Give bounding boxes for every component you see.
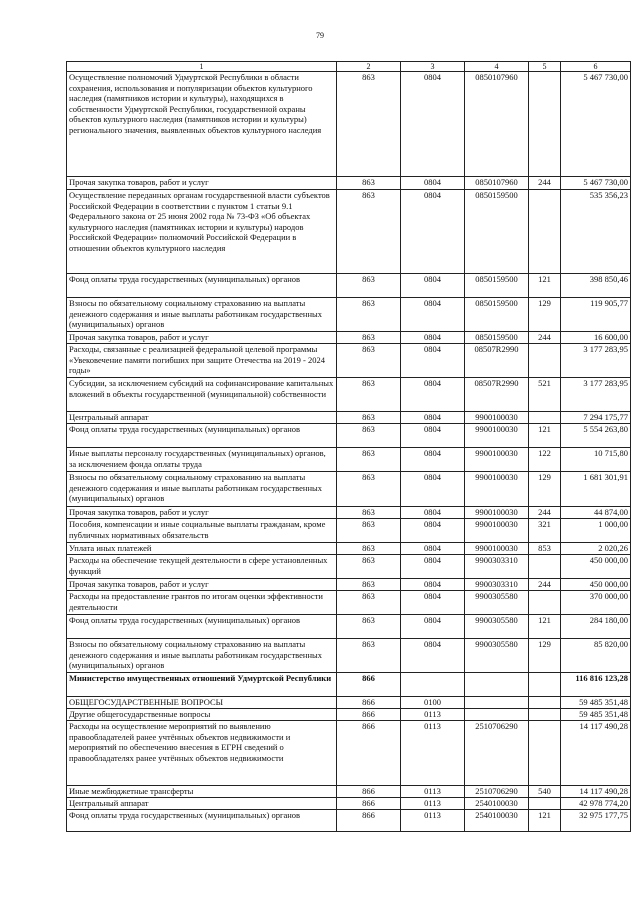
- row-sum-cell: 370 000,00: [561, 591, 631, 615]
- row-razdel-cell: 0804: [401, 472, 465, 507]
- row-sum-cell: 16 600,00: [561, 332, 631, 344]
- row-sum-cell: 1 000,00: [561, 519, 631, 543]
- row-vr-cell: [529, 412, 561, 424]
- table-row: [67, 709, 631, 721]
- row-vr-cell: 244: [529, 507, 561, 519]
- row-csr-cell: 9900100030: [465, 519, 529, 543]
- row-csr-cell: 2540100030: [465, 798, 529, 810]
- row-vr-cell: 540: [529, 786, 561, 798]
- row-csr-cell: 9900100030: [465, 472, 529, 507]
- row-csr-cell: 9900100030: [465, 448, 529, 472]
- row-razdel-cell: 0804: [401, 507, 465, 519]
- row-sum-cell: 44 874,00: [561, 507, 631, 519]
- row-razdel-cell: 0804: [401, 615, 465, 639]
- row-sum-cell: 116 816 123,28: [561, 673, 631, 697]
- row-name-cell: Расходы на обеспечение текущей деятельности в сфере установленных функций: [67, 555, 337, 579]
- table-row: [67, 555, 631, 579]
- row-vr-cell: 121: [529, 615, 561, 639]
- row-sum-cell: 10 715,80: [561, 448, 631, 472]
- row-name-cell: Расходы на предоставление грантов по итогам оценки эффективности деятельности: [67, 591, 337, 615]
- row-ved-cell: 863: [337, 591, 401, 615]
- row-vr-cell: 129: [529, 298, 561, 332]
- table-row: [67, 798, 631, 810]
- row-vr-cell: 121: [529, 274, 561, 298]
- table-row: [67, 424, 631, 448]
- row-sum-cell: 1 681 301,91: [561, 472, 631, 507]
- page-number: 79: [316, 31, 324, 40]
- row-ved-cell: 863: [337, 378, 401, 412]
- table-body: [67, 72, 631, 832]
- row-sum-cell: 59 485 351,48: [561, 709, 631, 721]
- row-razdel-cell: 0804: [401, 177, 465, 190]
- row-csr-cell: 2510706290: [465, 721, 529, 786]
- row-sum-cell: 7 294 175,77: [561, 412, 631, 424]
- row-csr-cell: 0850107960: [465, 177, 529, 190]
- row-ved-cell: 863: [337, 274, 401, 298]
- row-ved-cell: 863: [337, 448, 401, 472]
- row-razdel-cell: 0804: [401, 639, 465, 673]
- row-name-cell: Прочая закупка товаров, работ и услуг: [67, 332, 337, 344]
- column-header: 6: [561, 62, 631, 72]
- row-ved-cell: 863: [337, 412, 401, 424]
- row-csr-cell: 2510706290: [465, 786, 529, 798]
- row-csr-cell: 9900303310: [465, 579, 529, 591]
- row-razdel-cell: 0804: [401, 190, 465, 274]
- row-name-cell: Министерство имущественных отношений Удмуртской Республики: [67, 673, 337, 697]
- row-ved-cell: 866: [337, 810, 401, 832]
- row-ved-cell: 866: [337, 721, 401, 786]
- row-razdel-cell: 0804: [401, 72, 465, 177]
- row-sum-cell: 3 177 283,95: [561, 378, 631, 412]
- row-csr-cell: 9900303310: [465, 555, 529, 579]
- table-row: [67, 639, 631, 673]
- table-row: [67, 332, 631, 344]
- row-name-cell: Осуществление переданных органам государственной власти субъектов Российской Федерации в соответствии с пунктом 1 статьи 9.1 Федерального закона от 25 июня 2002 года № 73-ФЗ «Об объектах культурного наследия (памятниках истории и культуры) народов Российской Федерации» полномочий Российской Федерации в отношении объектов культурного наследия: [67, 190, 337, 274]
- table-row: [67, 507, 631, 519]
- row-sum-cell: 5 467 730,00: [561, 177, 631, 190]
- row-sum-cell: 398 850,46: [561, 274, 631, 298]
- row-sum-cell: 5 554 263,80: [561, 424, 631, 448]
- row-sum-cell: 59 485 351,48: [561, 697, 631, 709]
- row-ved-cell: 863: [337, 543, 401, 555]
- row-vr-cell: [529, 721, 561, 786]
- column-header: 1: [67, 62, 337, 72]
- row-csr-cell: 9900305580: [465, 591, 529, 615]
- row-vr-cell: 122: [529, 448, 561, 472]
- row-csr-cell: 0850159500: [465, 190, 529, 274]
- row-name-cell: Осуществление полномочий Удмуртской Республики в области сохранения, использования и популяризации объектов культурного наследия (памятников истории и культуры), находящихся в собственности Удмуртской Республики, государственной охраны объектов культурного наследия (памятников истории и культуры) регионального значения, выявленных объектов культурного наследия: [67, 72, 337, 177]
- row-name-cell: Прочая закупка товаров, работ и услуг: [67, 177, 337, 190]
- row-ved-cell: 863: [337, 190, 401, 274]
- row-csr-cell: 2540100030: [465, 810, 529, 832]
- row-csr-cell: [465, 673, 529, 697]
- row-razdel-cell: 0804: [401, 298, 465, 332]
- row-sum-cell: 5 467 730,00: [561, 72, 631, 177]
- table-row: [67, 673, 631, 697]
- row-razdel-cell: 0113: [401, 798, 465, 810]
- row-razdel-cell: 0804: [401, 519, 465, 543]
- row-razdel-cell: 0804: [401, 591, 465, 615]
- row-csr-cell: 08507R2990: [465, 378, 529, 412]
- column-header: 2: [337, 62, 401, 72]
- row-name-cell: Субсидии, за исключением субсидий на софинансирование капитальных вложений в объекты государственной (муниципальной) собственности: [67, 378, 337, 412]
- row-razdel-cell: 0113: [401, 810, 465, 832]
- row-name-cell: Другие общегосударственные вопросы: [67, 709, 337, 721]
- row-name-cell: Центральный аппарат: [67, 798, 337, 810]
- row-vr-cell: 121: [529, 810, 561, 832]
- row-name-cell: Фонд оплаты труда государственных (муниципальных) органов: [67, 810, 337, 832]
- row-sum-cell: 3 177 283,95: [561, 344, 631, 378]
- table-row: [67, 615, 631, 639]
- row-ved-cell: 863: [337, 332, 401, 344]
- row-name-cell: Прочая закупка товаров, работ и услуг: [67, 507, 337, 519]
- row-vr-cell: [529, 344, 561, 378]
- row-vr-cell: [529, 697, 561, 709]
- row-razdel-cell: 0804: [401, 543, 465, 555]
- row-csr-cell: [465, 697, 529, 709]
- table-row: [67, 579, 631, 591]
- row-sum-cell: 450 000,00: [561, 579, 631, 591]
- row-csr-cell: 9900100030: [465, 507, 529, 519]
- table-row: [67, 519, 631, 543]
- row-ved-cell: 866: [337, 697, 401, 709]
- row-vr-cell: 244: [529, 579, 561, 591]
- row-sum-cell: 32 975 177,75: [561, 810, 631, 832]
- table-row: [67, 378, 631, 412]
- row-razdel-cell: 0804: [401, 332, 465, 344]
- row-vr-cell: [529, 798, 561, 810]
- row-name-cell: Иные межбюджетные трансферты: [67, 786, 337, 798]
- row-sum-cell: 14 117 490,28: [561, 721, 631, 786]
- row-sum-cell: 85 820,00: [561, 639, 631, 673]
- row-vr-cell: [529, 673, 561, 697]
- row-razdel-cell: 0804: [401, 555, 465, 579]
- table-row: [67, 412, 631, 424]
- row-vr-cell: 521: [529, 378, 561, 412]
- row-csr-cell: 08507R2990: [465, 344, 529, 378]
- table-row: [67, 190, 631, 274]
- table-header-row: [67, 62, 631, 72]
- row-vr-cell: [529, 555, 561, 579]
- row-csr-cell: 0850159500: [465, 332, 529, 344]
- table-row: [67, 810, 631, 832]
- row-vr-cell: 129: [529, 472, 561, 507]
- row-csr-cell: 9900100030: [465, 424, 529, 448]
- row-name-cell: Иные выплаты персоналу государственных (муниципальных) органов, за исключением фонда оплаты труда: [67, 448, 337, 472]
- row-razdel-cell: 0804: [401, 412, 465, 424]
- row-razdel-cell: 0100: [401, 697, 465, 709]
- row-ved-cell: 863: [337, 298, 401, 332]
- row-ved-cell: 866: [337, 786, 401, 798]
- row-razdel-cell: 0804: [401, 274, 465, 298]
- row-ved-cell: 863: [337, 344, 401, 378]
- row-ved-cell: 863: [337, 424, 401, 448]
- row-sum-cell: 535 356,23: [561, 190, 631, 274]
- row-vr-cell: [529, 709, 561, 721]
- row-name-cell: Расходы на осуществление мероприятий по выявлению правообладателей ранее учтённых объектов недвижимости и мероприятий по обеспечению внесения в ЕГРН сведений о правообладателях ранее учтённых объектов недвижимости: [67, 721, 337, 786]
- row-ved-cell: 866: [337, 798, 401, 810]
- row-sum-cell: 119 905,77: [561, 298, 631, 332]
- row-ved-cell: 863: [337, 507, 401, 519]
- table-row: [67, 448, 631, 472]
- row-ved-cell: 863: [337, 72, 401, 177]
- row-razdel-cell: 0113: [401, 786, 465, 798]
- row-ved-cell: 863: [337, 615, 401, 639]
- table-row: [67, 543, 631, 555]
- row-ved-cell: 863: [337, 177, 401, 190]
- row-name-cell: Пособия, компенсации и иные социальные выплаты гражданам, кроме публичных нормативных обязательств: [67, 519, 337, 543]
- row-csr-cell: 9900305580: [465, 639, 529, 673]
- table-row: [67, 344, 631, 378]
- row-ved-cell: 863: [337, 519, 401, 543]
- row-csr-cell: 0850159500: [465, 298, 529, 332]
- row-ved-cell: 863: [337, 555, 401, 579]
- row-name-cell: ОБЩЕГОСУДАРСТВЕННЫЕ ВОПРОСЫ: [67, 697, 337, 709]
- row-csr-cell: 9900305580: [465, 615, 529, 639]
- table-row: [67, 472, 631, 507]
- row-name-cell: Фонд оплаты труда государственных (муниципальных) органов: [67, 615, 337, 639]
- table-row: [67, 274, 631, 298]
- row-name-cell: Фонд оплаты труда государственных (муниципальных) органов: [67, 424, 337, 448]
- row-csr-cell: 0850159500: [465, 274, 529, 298]
- row-razdel-cell: 0804: [401, 579, 465, 591]
- row-vr-cell: [529, 190, 561, 274]
- table-row: [67, 298, 631, 332]
- row-razdel-cell: 0804: [401, 344, 465, 378]
- row-name-cell: Взносы по обязательному социальному страхованию на выплаты денежного содержания и иные выплаты работникам государственных (муниципальных) органов: [67, 298, 337, 332]
- row-name-cell: Уплата иных платежей: [67, 543, 337, 555]
- row-name-cell: Взносы по обязательному социальному страхованию на выплаты денежного содержания и иные выплаты работникам государственных (муниципальных) органов: [67, 472, 337, 507]
- row-sum-cell: 42 978 774,20: [561, 798, 631, 810]
- row-name-cell: Центральный аппарат: [67, 412, 337, 424]
- table-row: [67, 697, 631, 709]
- row-ved-cell: 863: [337, 639, 401, 673]
- row-csr-cell: [465, 709, 529, 721]
- row-ved-cell: 866: [337, 673, 401, 697]
- table-row: [67, 72, 631, 177]
- row-name-cell: Расходы, связанные с реализацией федеральной целевой программы «Увековечение памяти погибших при защите Отечества на 2019 - 2024 годы»: [67, 344, 337, 378]
- row-vr-cell: 321: [529, 519, 561, 543]
- row-vr-cell: 129: [529, 639, 561, 673]
- table-row: [67, 177, 631, 190]
- row-name-cell: Прочая закупка товаров, работ и услуг: [67, 579, 337, 591]
- row-sum-cell: 284 180,00: [561, 615, 631, 639]
- row-razdel-cell: 0804: [401, 424, 465, 448]
- row-vr-cell: 244: [529, 177, 561, 190]
- row-ved-cell: 866: [337, 709, 401, 721]
- table-row: [67, 786, 631, 798]
- row-sum-cell: 2 020,26: [561, 543, 631, 555]
- row-vr-cell: [529, 72, 561, 177]
- table-row: [67, 721, 631, 786]
- row-razdel-cell: 0113: [401, 721, 465, 786]
- row-csr-cell: 0850107960: [465, 72, 529, 177]
- row-vr-cell: [529, 591, 561, 615]
- row-name-cell: Взносы по обязательному социальному страхованию на выплаты денежного содержания и иные выплаты работникам государственных (муниципальных) органов: [67, 639, 337, 673]
- row-ved-cell: 863: [337, 579, 401, 591]
- column-header: 3: [401, 62, 465, 72]
- table-row: [67, 591, 631, 615]
- budget-table: [66, 61, 631, 832]
- row-vr-cell: 853: [529, 543, 561, 555]
- row-razdel-cell: [401, 673, 465, 697]
- row-csr-cell: 9900100030: [465, 543, 529, 555]
- column-header: 4: [465, 62, 529, 72]
- row-vr-cell: 244: [529, 332, 561, 344]
- row-sum-cell: 14 117 490,28: [561, 786, 631, 798]
- row-vr-cell: 121: [529, 424, 561, 448]
- row-sum-cell: 450 000,00: [561, 555, 631, 579]
- row-name-cell: Фонд оплаты труда государственных (муниципальных) органов: [67, 274, 337, 298]
- column-header: 5: [529, 62, 561, 72]
- row-razdel-cell: 0804: [401, 448, 465, 472]
- row-csr-cell: 9900100030: [465, 412, 529, 424]
- row-ved-cell: 863: [337, 472, 401, 507]
- row-razdel-cell: 0804: [401, 378, 465, 412]
- row-razdel-cell: 0113: [401, 709, 465, 721]
